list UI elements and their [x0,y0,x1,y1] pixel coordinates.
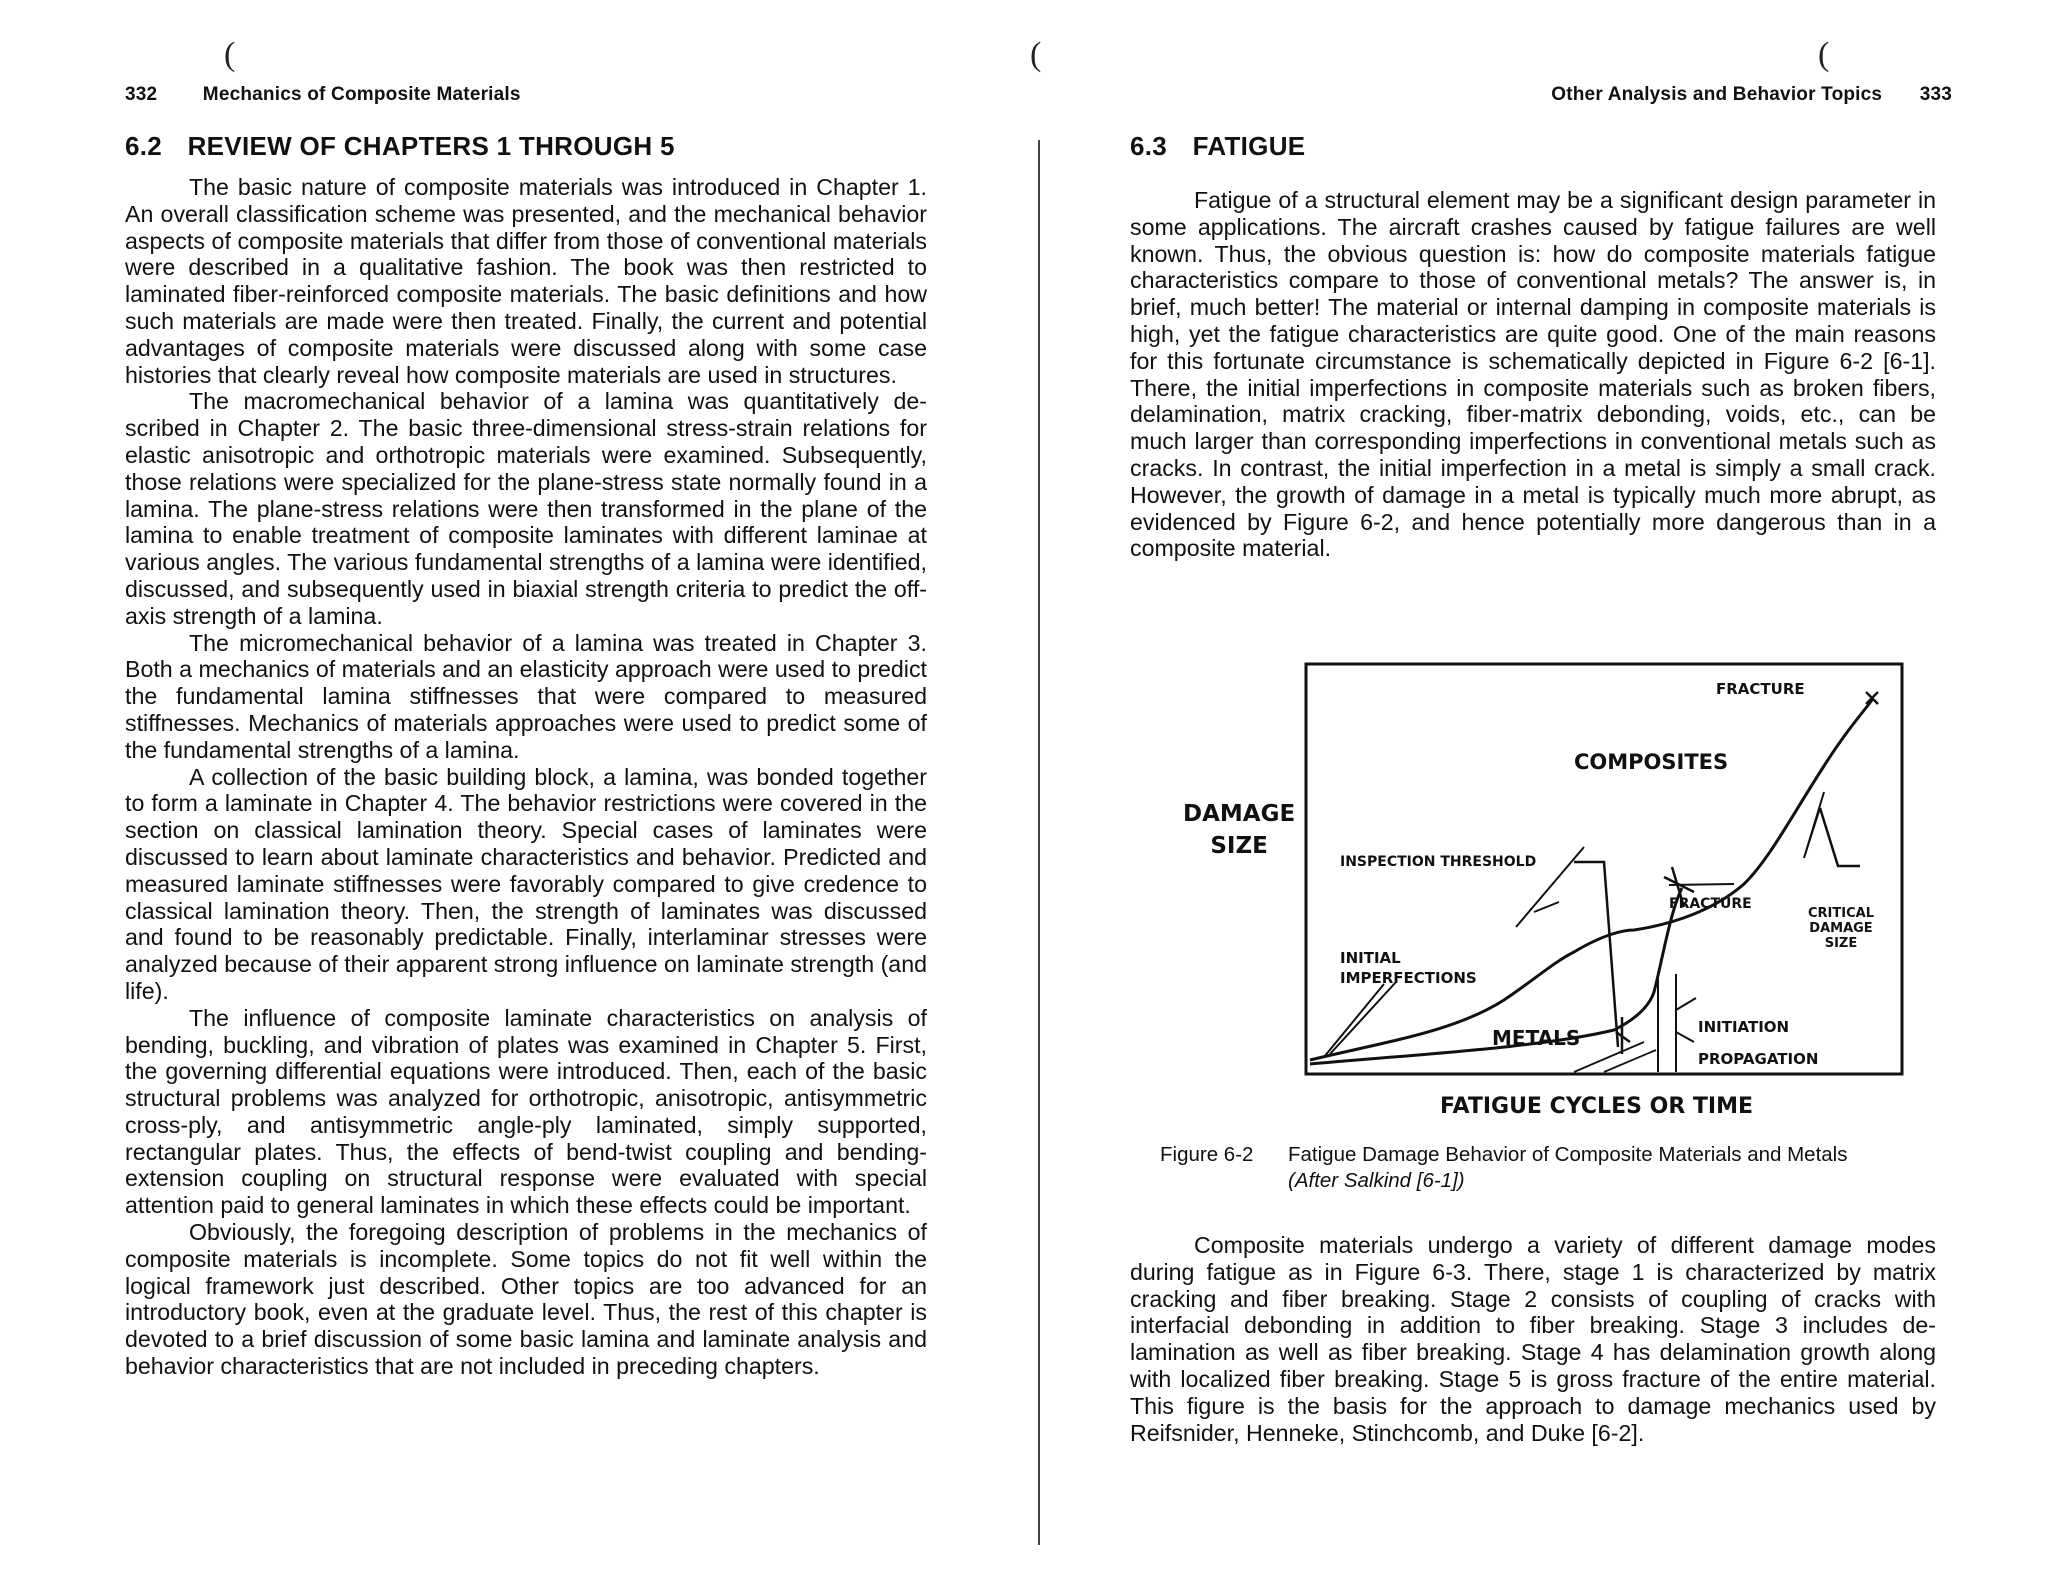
paragraph: Composite materials undergo a variety of different damage modes during fatigue as in Figure 6-3. There, stage 1 is characterized by matrix cracking and fiber breaking. Stage 2 consists of coupling of cracks with interfacial debonding in addition to fiber breaking. Stage 3 includes delamination as well as fiber breaking. Stage 4 has delamination growth along with localized fiber breaking. Stage 5 is gross fracture of the entire material. This figure is the basis for the approach to damage mechanics used by Reifsnider, Henneke, Stinchcomb, and Duke [6-2]. [1130,1232,1936,1446]
page-number-left: 332 [125,84,158,105]
caption-text [1288,1142,1968,1194]
critical-pointer-arrow [1804,792,1824,858]
x-axis-label: FATIGUE CYCLES OR TIME [1440,1094,1754,1119]
section-number: 6.3 [1130,131,1168,161]
section-title: FATIGUE [1192,131,1306,161]
fracture-top-label: FRACTURE [1716,680,1805,698]
critical-label-line: CRITICAL [1808,906,1874,921]
fatigue-damage-plot [1304,662,1904,1076]
initial-label-line: INITIAL [1340,949,1401,967]
paragraph: The basic nature of composite materials was introduced in Chapter 1. An overall classification scheme was presented, and the mechanical behavior aspects of composite materials that differ from those of conventional materials were described in a qualitative fashion. The book was then restricted to laminated fiber-reinforced composite materials. The basic definitions and how such materials are made were then treated. Finally, the current and potential advantages of composite materials were discussed along with some case histories that clearly reveal how composite materials are used in structures. [125,174,927,388]
caption-number: Figure 6-2 [1160,1143,1254,1166]
critical-label-line: SIZE [1824,936,1858,951]
running-head-right [1551,84,1952,106]
caption-note: (After Salkind [6-1]) [1288,1169,1465,1192]
caption-title: Fatigue Damage Behavior of Composite Materials and Metals [1288,1143,1848,1166]
scan-mark: ( [224,36,236,73]
inspection-threshold-label: INSPECTION THRESHOLD [1340,854,1537,870]
critical-damage-size-label [1808,906,1874,951]
paragraph: Obviously, the foregoing description of problems in the mechanics of composite materials is incomplete. Some topics do not fit well within the logical framework just described. Other topics are too advanced for an introductory book, even at the graduate level. Thus, the rest of this chapter is devoted to a brief discussion of some basic lamina and laminate analysis and behavior characteristics that are not included in preceding chapters. [125,1219,927,1380]
running-head-left [125,84,521,106]
metals-pointer-lines [1574,1042,1656,1072]
initial-label-line: IMPERFECTIONS [1340,969,1477,987]
section-heading-6-2 [125,131,675,162]
right-page [1024,0,2048,1582]
initiation-propagation-lines [1658,974,1696,1072]
fracture-mid-label: FRACTURE [1669,896,1752,912]
inspection-threshold-line [1574,862,1618,1047]
scan-mark: ( [1030,36,1042,73]
initiation-label: INITIATION [1698,1018,1790,1036]
page-number-right: 333 [1919,84,1952,105]
paragraph: The influence of composite laminate characteristics on analysis of bending, buckling, and vibration of plates was examined in Chapter 5. First, the governing differential equations were introduced. Then, each of the basic structural problems was analyzed for orthotropic, anisotropic, antisymmetric cross-ply, and antisymmetric angle-ply laminated, simply supported, rectangular plates. Thus, the effects of bend-twist coupling and bending-extension coupling on structural response were evaluated with special attention paid to general laminates in which these effects could be important. [125,1004,927,1219]
running-head-title-left: Mechanics of Composite Materials [202,84,521,105]
propagation-label: PROPAGATION [1698,1050,1819,1068]
initial-imperfection-pointer [1324,982,1396,1057]
damage-modes-body-text [1130,1232,1936,1446]
y-axis-label [1183,798,1295,862]
initial-imperfections-label [1340,948,1477,988]
y-axis-label-line: SIZE [1210,833,1268,859]
critical-damage-pointer [1820,808,1860,866]
paragraph: The macromechanical behavior of a lamina was quantitatively described in Chapter 2. The basic three-dimensional stress-strain relations for elastic anisotropic and orthotropic materials were examined. Subsequently, those relations were specialized for the plane-stress state normally found in a lamina. The plane-stress relations were then transformed in the plane of the lamina to enable treatment of composite laminates with different laminae at various angles. The various fundamental strengths of a lamina were identified, discussed, and subsequently used in biaxial strength criteria to predict the off-axis strength of a lamina. [125,388,927,629]
running-head-title-right: Other Analysis and Behavior Topics [1551,84,1883,105]
figure-6-2 [1130,650,1950,1119]
left-body-text [125,174,927,1380]
paragraph: The micromechanical behavior of a lamina was treated in Chapter 3. Both a mechanics of materials and an elasticity approach were used to predict the fundamental lamina stiffnesses that were compared to measured stiffnesses. Mechanics of materials approaches were used to predict some of the fundamental strengths of a lamina. [125,629,927,763]
paragraph: Fatigue of a structural element may be a significant design parameter in some applications. The aircraft crashes caused by fatigue failures are well known. Thus, the obvious question is: how do composite materials fatigue characteristics compare to those of conventional metals? The answer is, in brief, much better! The material or internal damping in composite materials is high, yet the fatigue characteristics are quite good. One of the main reasons for this fortunate circumstance is schematically depicted in Figure 6-2 [6-1]. There, the initial imperfections in composite materials such as broken fibers, delamination, matrix cracking, fiber-matrix debonding, voids, etc., can be much larger than corresponding imperfections in conventional metals such as cracks. In contrast, the initial imperfection in a metal is simply a small crack. However, the growth of damage in a metal is typically much more abrupt, as evidenced by Figure 6-2, and hence potentially more dangerous than in a composite material. [1130,187,1936,562]
section-heading-6-3 [1130,131,1305,162]
y-axis-label-line: DAMAGE [1183,801,1296,827]
composites-label: COMPOSITES [1574,750,1729,774]
critical-label-line: DAMAGE [1809,921,1873,936]
fatigue-body-text [1130,187,1936,562]
scan-mark: ( [1818,36,1830,73]
section-title: REVIEW OF CHAPTERS 1 THROUGH 5 [187,131,675,161]
section-number: 6.2 [125,131,163,161]
paragraph: A collection of the basic building block, a lamina, was bonded together to form a laminate in Chapter 4. The behavior restrictions were covered in the section on classical lamination theory. Special cases of laminates were discussed to learn about laminate characteristics and behavior. Predicted and measured laminate stiffnesses were favorably compared to give credence to classical lamination theory. Then, the strength of laminates was discussed and found to be reasonably predictable. Finally, interlaminar stresses were analyzed because of their apparent strong influence on laminate strength (and life). [125,763,927,1004]
metals-label: METALS [1492,1026,1581,1050]
